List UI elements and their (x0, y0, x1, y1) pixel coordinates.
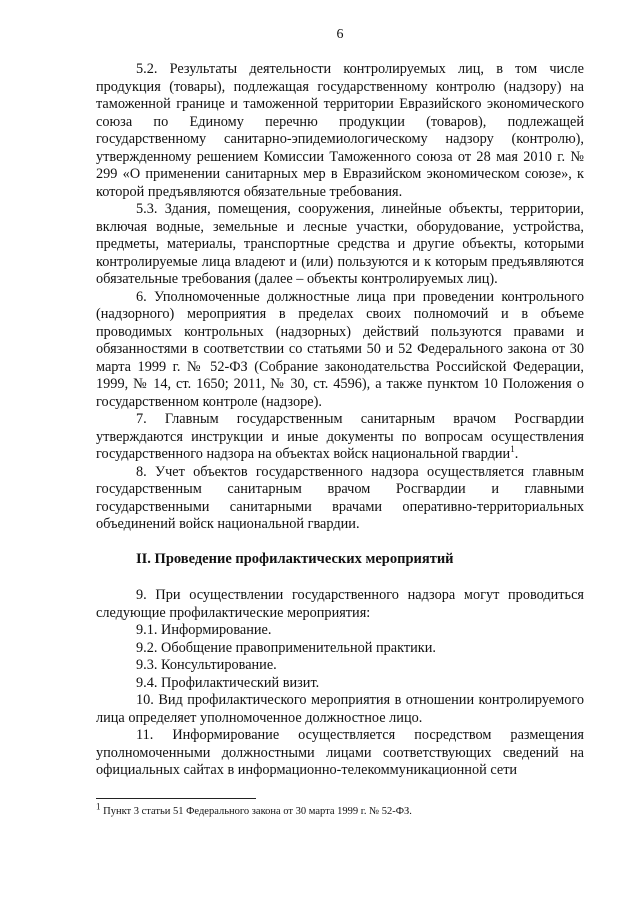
paragraph-9-2: 9.2. Обобщение правоприменительной практики. (136, 639, 436, 656)
paragraph-5-3: 5.3. Здания, помещения, сооружения, линейные объекты, территории, включая водные, земельные и лесные участки, оборудование, устройства, предметы, материалы, транспортные средства и другие объекты, которыми контролируемые лица владеют и (или) пользуются и к которым предъявляются обязательные требования (далее – объекты контролируемых лиц). (96, 201, 584, 287)
paragraph-7-end: . (514, 446, 519, 462)
paragraph-7-text: 7. Главным государственным санитарным врачом Росгвардии утверждаются инструкции и иные документы по вопросам осуществления государственного надзора на объектах войск национальной гвардии (96, 411, 584, 462)
paragraph-11: 11. Информирование осуществляется посредством размещения уполномоченными должностными лицами соответствующих сведений на официальных сайтах в информационно-телекоммуникационной сети (96, 727, 584, 778)
paragraph-9-4: 9.4. Профилактический визит. (136, 674, 320, 691)
footnote-reference: 1 (510, 444, 515, 455)
paragraph-9-3: 9.3. Консультирование. (136, 657, 277, 673)
footnote (96, 801, 584, 818)
paragraph-9-1: 9.1. Информирование. (136, 622, 272, 638)
paragraph-6: 6. Уполномоченные должностные лица при проведении контрольного (надзорного) мероприятия в пределах своих полномочий и в объеме проводимых контрольных (надзорных) действий пользуются правами и обязанностями в соответствии со статьями 50 и 52 Федерального закона от 30 марта 1999 г. № 52-ФЗ (Собрание законодательства Российской Федерации, 1999, № 14, ст. 1650; 2011, № 30, ст. 4596), а также пунктом 10 Положения о государственном контроле (надзоре). (96, 288, 584, 410)
paragraph-8: 8. Учет объектов государственного надзора осуществляется главным государственным санитарным врачом Росгвардии и главными государственными санитарными врачами оперативно-территориальных объединений войск национальной гвардии. (96, 463, 584, 532)
footnote-text: Пункт 3 статьи 51 Федерального закона от 30 марта 1999 г. № 52-ФЗ. (100, 805, 412, 817)
paragraph-10: 10. Вид профилактического мероприятия в отношении контролируемого лица определяет уполномоченное должностное лицо. (96, 692, 584, 726)
footnote-marker: 1 (96, 801, 101, 811)
section-heading: II. Проведение профилактических мероприятий (136, 550, 454, 567)
page-number: 6 (336, 27, 344, 42)
paragraph-5-2: 5.2. Результаты деятельности контролируемых лиц, в том числе продукция (товары), подлежащая государственному контролю (надзору) на таможенной границе и таможенной территории Евразийского экономического союза по Единому перечню продукции (товаров), подлежащей государственному санитарно-эпидемиологическому надзору (контролю), утвержденному решением Комиссии Таможенного союза от 28 мая 2010 г. № 299 «О применении санитарных мер в Евразийском экономическом союзе», к которой предъявляются обязательные требования. (96, 61, 584, 200)
paragraph-7 (96, 411, 584, 464)
paragraph-9: 9. При осуществлении государственного надзора могут проводиться следующие профилактические мероприятия: (96, 587, 584, 621)
footnote-divider (96, 798, 256, 799)
